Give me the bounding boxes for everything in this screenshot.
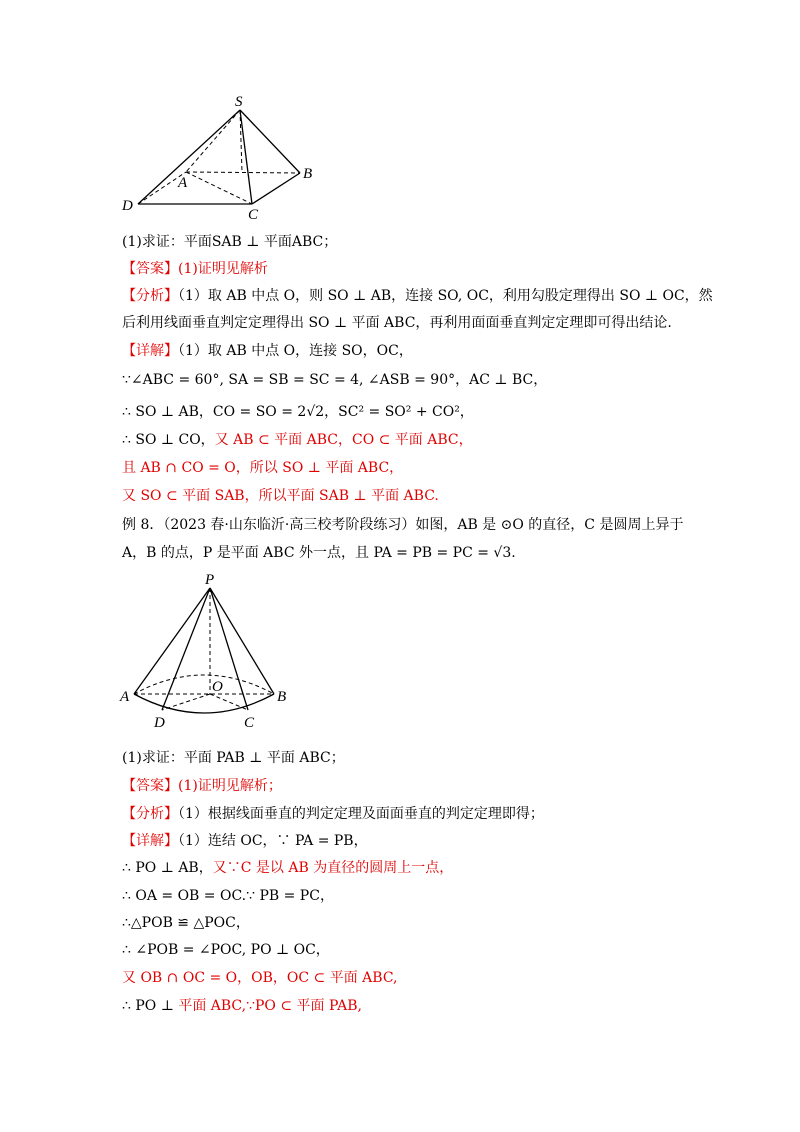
- solution2-line-2: [122, 858, 453, 878]
- solution-line-3: ∴ SO ⊥ AB，CO = SO = 2√2，SC² = SO² + CO²，: [122, 404, 474, 420]
- answer-2: 【答案】(1)证明见解析；: [122, 778, 282, 794]
- question-1: (1)求证：平面SAB ⊥ 平面ABC；: [122, 234, 338, 250]
- question-2: (1)求证：平面 PAB ⊥ 平面 ABC；: [122, 750, 345, 766]
- solution-line-2: ∵∠ABC = 60°, SA = SB = SC = 4, ∠ASB = 90°，AC ⊥ BC，: [122, 372, 548, 388]
- example-8-line-1: 例 8．（2023 春·山东临沂·高三校考阶段练习）如图，AB 是 ⊙O 的直径，C 是圆周上异于: [122, 517, 684, 533]
- answer-1: 【答案】(1)证明见解析: [122, 261, 268, 277]
- label-C: C: [248, 207, 259, 223]
- label-A: A: [120, 689, 130, 705]
- solution-line-4a: ∴ SO ⊥ CO，: [122, 432, 215, 448]
- base-front-arc: [134, 694, 274, 713]
- solution-text: （1）连结 OC，∵ PA = PB，: [178, 833, 368, 849]
- label-B: B: [277, 689, 287, 705]
- solution2-line-7b: 平面 ABC,∵PO ⊂ 平面 PAB,: [178, 998, 362, 1014]
- solution2-line-2a: ∴ PO ⊥ AB，: [122, 860, 213, 876]
- label-B: B: [303, 166, 313, 182]
- segment-OC: [210, 694, 248, 710]
- analysis-tag: 【分析】: [122, 288, 178, 304]
- example-8-line-2: A，B 的点，P 是平面 ABC 外一点，且 PA = PB = PC = √3.: [122, 545, 516, 561]
- label-S: S: [235, 94, 243, 110]
- label-D: D: [154, 715, 165, 731]
- solution-line-6: 又 SO ⊂ 平面 SAB，所以平面 SAB ⊥ 平面 ABC.: [122, 488, 439, 504]
- analysis-text: （1）取 AB 中点 O，则 SO ⊥ AB，连接 SO, OC，利用勾股定理得出 SO ⊥ OC，然: [178, 288, 713, 304]
- base-back-arc: [134, 675, 274, 694]
- edge-AB: [186, 172, 300, 173]
- solution2-line-2b: 又∵C 是以 AB 为直径的圆周上一点，: [212, 860, 454, 876]
- pyramid-figure: [118, 92, 328, 224]
- solution2-line-6: 又 OB ∩ OC = O，OB，OC ⊂ 平面 ABC,: [122, 970, 398, 986]
- analysis-tag: 【分析】: [122, 806, 178, 822]
- edge-SA: [186, 110, 240, 172]
- label-P: P: [205, 572, 215, 588]
- edge-SB: [240, 110, 300, 173]
- edge-PD: [162, 588, 210, 710]
- solution2-line-3: ∴ OA = OB = OC.∵ PB = PC，: [122, 888, 334, 904]
- solution2-line-4: ∴△POB ≌ △POC，: [122, 915, 250, 931]
- label-A: A: [178, 175, 188, 191]
- edge-SD: [138, 110, 240, 204]
- solution-tag: 【详解】: [122, 833, 178, 849]
- solution-line-5: 且 AB ∩ CO = O，所以 SO ⊥ 平面 ABC，: [122, 460, 404, 476]
- solution-line-4b: 又 AB ⊂ 平面 ABC，CO ⊂ 平面 ABC，: [214, 432, 473, 448]
- edge-PA: [134, 588, 210, 694]
- solution-1: [122, 341, 413, 361]
- solution-text: （1）取 AB 中点 O，连接 SO，OC，: [178, 343, 413, 359]
- edge-SC: [240, 110, 252, 204]
- solution2-line-7a: ∴ PO ⊥: [122, 998, 179, 1014]
- analysis-2: [122, 804, 544, 824]
- analysis-text: （1）根据线面垂直的判定定理及面面垂直的判定定理即得；: [178, 806, 544, 822]
- segment-OD: [162, 694, 210, 710]
- analysis-1-cont: 后利用线面垂直判定定理得出 SO ⊥ 平面 ABC，再利用面面垂直判定定理即可得出结论.: [122, 315, 672, 331]
- solution2-line-7: [122, 996, 362, 1016]
- solution-line-4: [122, 430, 473, 450]
- edge-CB: [252, 173, 300, 204]
- label-D: D: [122, 198, 133, 214]
- edge-AC: [186, 172, 252, 204]
- solution-tag: 【详解】: [122, 343, 178, 359]
- solution-2: [122, 831, 368, 851]
- label-C: C: [244, 715, 255, 731]
- analysis-1: [122, 286, 713, 306]
- cone-figure: [118, 570, 298, 738]
- label-O: O: [212, 679, 223, 695]
- solution2-line-5: ∴ ∠POB = ∠POC, PO ⊥ OC，: [122, 942, 330, 958]
